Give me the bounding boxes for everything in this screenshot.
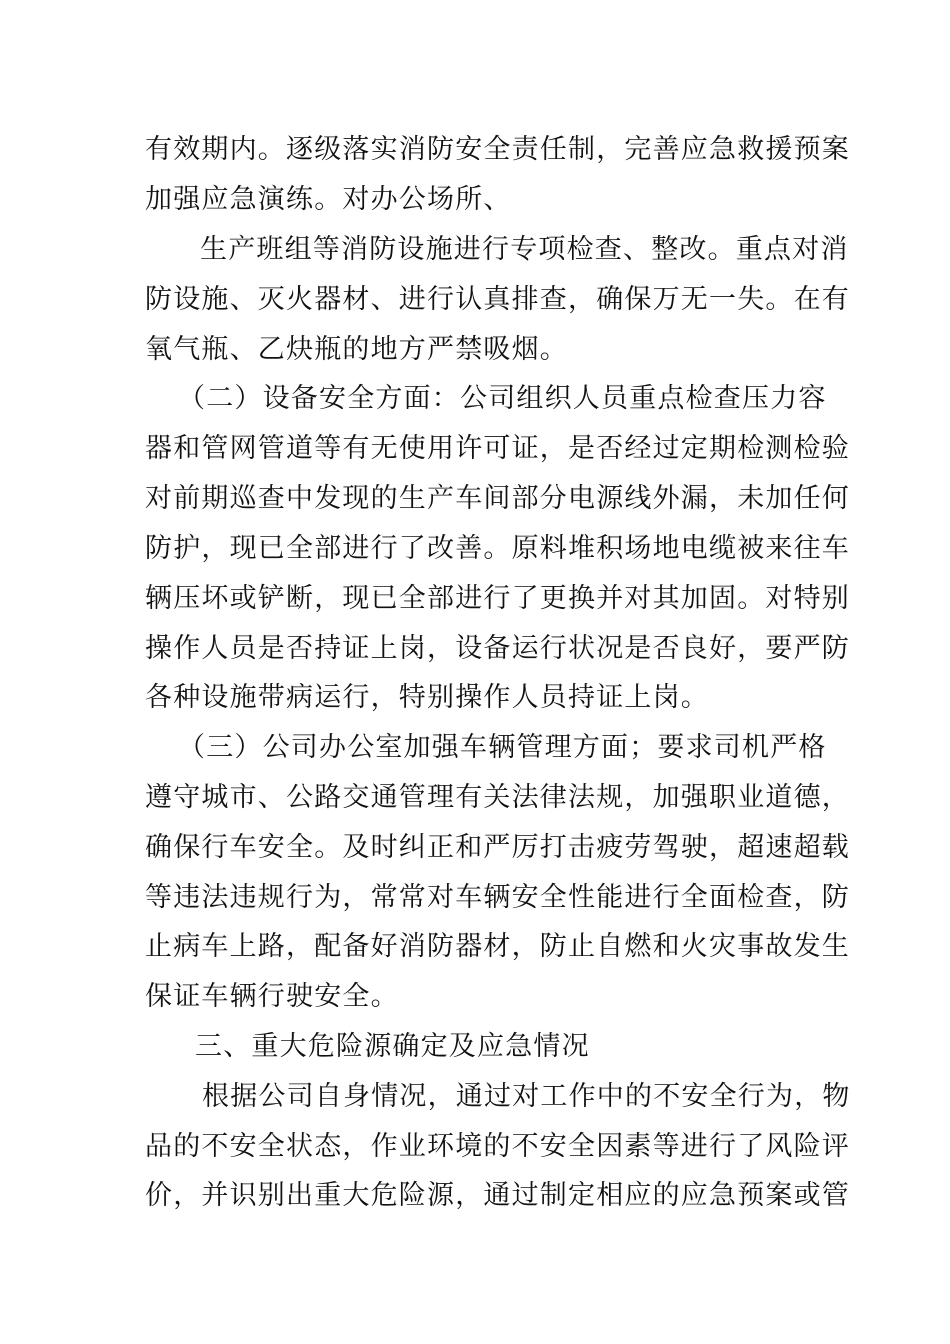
- text-line: （三）公司办公室加强车辆管理方面；要求司机严格: [178, 732, 827, 763]
- text-line: 价，并识别出重大危险源，通过制定相应的应急预案或管: [145, 1180, 850, 1211]
- text-line: 品的不安全状态，作业环境的不安全因素等进行了风险评: [145, 1131, 850, 1162]
- text-line: 操作人员是否持证上岗，设备运行状况是否良好，要严防: [145, 633, 850, 664]
- text-line: 防护，现已全部进行了改善。原料堆积场地电缆被来往车: [145, 533, 850, 564]
- text-line: 对前期巡查中发现的生产车间部分电源线外漏，未加任何: [145, 483, 850, 514]
- text-line: 生产班组等消防设施进行专项检查、整改。重点对消: [200, 234, 849, 265]
- text-line: 氧气瓶、乙炔瓶的地方严禁吸烟。: [145, 334, 568, 365]
- text-line: 确保行车安全。及时纠正和严厉打击疲劳驾驶，超速超载: [145, 832, 850, 863]
- text-line: 等违法违规行为，常常对车辆安全性能进行全面检查，防: [145, 882, 850, 913]
- text-line: 根据公司自身情况，通过对工作中的不安全行为，物: [202, 1081, 851, 1112]
- text-line: 遵守城市、公路交通管理有关法律法规，加强职业道德，: [145, 782, 850, 813]
- text-line: 各种设施带病运行，特别操作人员持证上岗。: [145, 682, 709, 713]
- text-line: 器和管网管道等有无使用许可证，是否经过定期检测检验: [145, 433, 850, 464]
- text-line: （二）设备安全方面：公司组织人员重点检查压力容: [178, 383, 827, 414]
- text-line: 辆压坏或铲断，现已全部进行了更换并对其加固。对特别: [145, 583, 850, 614]
- text-line: 保证车辆行驶安全。: [145, 981, 399, 1012]
- text-line: 防设施、灭火器材、进行认真排查，确保万无一失。在有: [145, 284, 850, 315]
- section-heading: 三、重大危险源确定及应急情况: [195, 1031, 590, 1062]
- text-line: 止病车上路，配备好消防器材，防止自燃和火灾事故发生: [145, 931, 850, 962]
- text-line: 加强应急演练。对办公场所、: [145, 184, 512, 215]
- text-line: 有效期内。逐级落实消防安全责任制，完善应急救援预案: [145, 134, 850, 165]
